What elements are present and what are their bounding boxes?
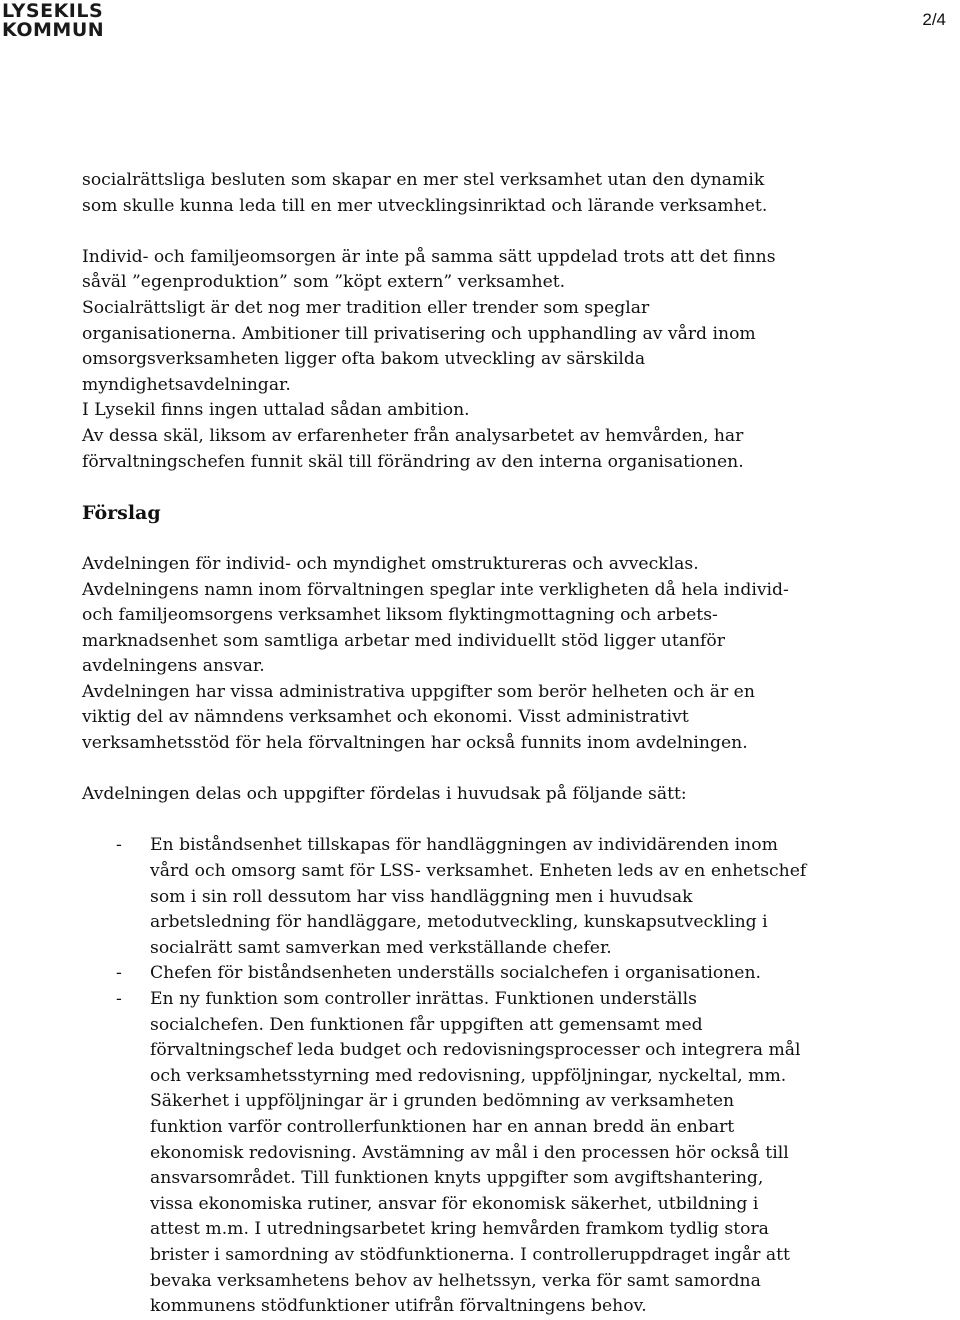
text-line: organisationerna. Ambitioner till privatisering och upphandling av vård inom: [82, 323, 756, 344]
text-line: förvaltningschef leda budget och redovisningsprocesser och integrera mål: [150, 1040, 801, 1061]
text-line: såväl ”egenproduktion” som ”köpt extern” verksamhet.: [82, 272, 566, 293]
text-line: kommunens stödfunktioner utifrån förvaltningens behov.: [150, 1296, 647, 1317]
document-body: [82, 168, 882, 1320]
list-marker: -: [116, 835, 122, 856]
list-item: [82, 961, 882, 987]
text-line: omsorgsverksamheten ligger ofta bakom utveckling av särskilda: [82, 349, 646, 370]
text-line: marknadsenhet som samtliga arbetar med individuellt stöd ligger utanför: [82, 630, 725, 651]
logo-line-2: KOMMUN: [2, 19, 105, 41]
text-line: Säkerhet i uppföljningar är i grunden bedömning av verksamheten: [150, 1091, 735, 1112]
text-line: Socialrättsligt är det nog mer tradition eller trender som speglar: [82, 297, 650, 318]
text-line: ansvarsområdet. Till funktionen knyts uppgifter som avgiftshantering,: [150, 1168, 764, 1189]
text-line: som i sin roll dessutom har viss handläggning men i huvudsak: [150, 886, 693, 907]
text-line: och verksamhetsstyrning med redovisning, uppföljningar, nyckeltal, mm.: [150, 1065, 787, 1086]
text-line: I Lysekil finns ingen uttalad sådan ambition.: [82, 400, 470, 421]
text-line: förvaltningschefen funnit skäl till förändring av den interna organisationen.: [82, 451, 744, 472]
list-marker: -: [116, 989, 122, 1009]
text-line: brister i samordning av stödfunktionerna. I controlleruppdraget ingår att: [150, 1244, 790, 1265]
text-line: myndighetsavdelningar.: [82, 374, 291, 395]
text-line: funktion varför controllerfunktionen har en annan bredd än enbart: [150, 1116, 735, 1137]
text-line: Avdelningens namn inom förvaltningen speglar inte verkligheten då hela individ-: [82, 579, 789, 600]
intro-paragraph: [82, 168, 882, 219]
list-marker: -: [116, 963, 122, 984]
text-line: Individ- och familjeomsorgen är inte på samma sätt uppdelad trots att det finns: [82, 246, 776, 267]
text-line: Avdelningen för individ- och myndighet omstruktureras och avvecklas.: [82, 553, 699, 574]
text-line: vissa ekonomiska rutiner, ansvar för ekonomisk säkerhet, utbildning i: [150, 1193, 759, 1214]
text-line: bevaka verksamhetens behov av helhetssyn, verka för samt samordna: [150, 1270, 761, 1291]
text-line: Av dessa skäl, liksom av erfarenheter från analysarbetet av hemvården, har: [82, 425, 744, 446]
text-line: och familjeomsorgens verksamhet liksom flyktingmottagning och arbets-: [82, 605, 718, 626]
proposal-paragraph: [82, 552, 882, 757]
text-line: vård och omsorg samt för LSS- verksamhet. Enheten leds av en enhetschef: [150, 861, 807, 882]
text-line: avdelningens ansvar.: [82, 656, 265, 677]
text-line: socialrättsliga besluten som skapar en mer stel verksamhet utan den dynamik: [82, 170, 765, 190]
division-paragraph: [82, 782, 882, 808]
text-line: Chefen för biståndsenheten underställs socialchefen i organisationen.: [150, 963, 761, 984]
text-line: Avdelningen delas och uppgifter fördelas i huvudsak på följande sätt:: [82, 784, 687, 805]
text-line: verksamhetsstöd för hela förvaltningen har också funnits inom avdelningen.: [82, 733, 748, 754]
text-line: socialchefen. Den funktionen får uppgiften att gemensamt med: [150, 1014, 703, 1035]
proposal-list: [82, 833, 882, 1319]
text-line: attest m.m. I utredningsarbetet kring hemvården framkom tydlig stora: [150, 1219, 769, 1240]
text-line: socialrätt samt samverkan med verkställande chefer.: [150, 937, 612, 958]
text-line: En biståndsenhet tillskapas för handläggningen av individärenden inom: [150, 835, 778, 856]
text-line: Avdelningen har vissa administrativa uppgifter som berör helheten och är en: [82, 681, 755, 702]
list-item: [82, 833, 882, 961]
municipality-logo: [2, 2, 104, 40]
text-line: som skulle kunna leda till en mer utvecklingsinriktad och lärande verksamhet.: [82, 195, 768, 216]
text-line: ekonomisk redovisning. Avstämning av mål i den processen hör också till: [150, 1142, 789, 1163]
text-line: arbetsledning för handläggare, metodutveckling, kunskapsutveckling i: [150, 912, 768, 933]
list-item: [82, 987, 882, 1320]
text-line: En ny funktion som controller inrättas. Funktionen underställs: [150, 989, 697, 1009]
page-number: 2/4: [922, 10, 946, 29]
logo-line-1: LYSEKILS: [2, 0, 104, 22]
organisation-paragraph: [82, 245, 882, 475]
section-heading: Förslag: [82, 501, 161, 524]
text-line: viktig del av nämndens verksamhet och ekonomi. Visst administrativt: [82, 707, 689, 728]
